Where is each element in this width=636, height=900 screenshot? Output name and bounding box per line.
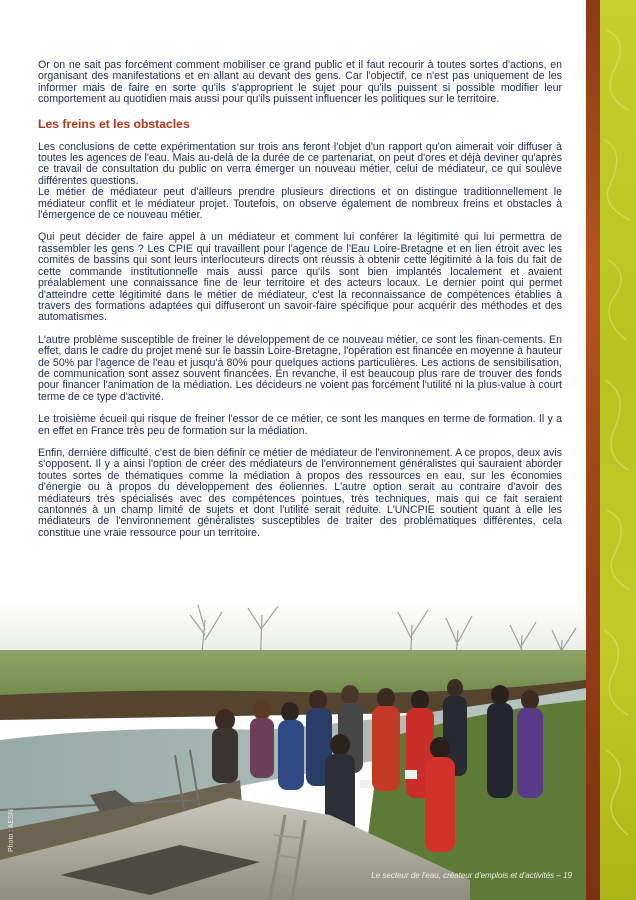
- border-ornament: [600, 0, 636, 900]
- page-number: 19: [563, 871, 572, 880]
- page-footer: [340, 871, 572, 880]
- section-heading: Les freins et les obstacles: [38, 116, 190, 131]
- photo-illustration: [0, 600, 586, 900]
- footer-separator: –: [556, 871, 561, 880]
- border-lime-band: [600, 0, 636, 900]
- footer-text: Le secteur de l'eau, créateur d'emplois et d'activités: [371, 871, 555, 880]
- photo-credit: Photo : AESN: [8, 809, 15, 852]
- intro-paragraph: Or on ne sait pas forcément comment mobiliser ce grand public et il faut recourir à toutes sortes d'actions, en organisant des manifestations et en allant au devant des gens. Car l'objectif, ce n'est pas uniquement de les informer mais de faire en sorte qu'ils s'approprient le sujet pour qu'ils puissent si possible modifier leur comportement au quotidien mais aussi pour qu'ils puissent influencer les politiques sur le territoire.: [38, 59, 562, 106]
- paragraph-1: Les conclusions de cette expérimentation sur trois ans feront l'objet d'un rapport qu'on aimerait voir diffuser à toutes les agences de l'eau. Mais au-delà de la durée de ce partenariat, on peut d'ores et déjà deviner qu'après ce travail de consultation du public on verra émerger un nouveau métier, celui de médiateur, ce qui soulève différentes questions.: [38, 140, 562, 187]
- border-rust-band: [586, 0, 600, 900]
- paragraph-2: Le métier de médiateur peut d'ailleurs prendre plusieurs directions et on distingue traditionnellement le médiateur conflit et le médiateur projet. Toutefois, on observe également de nombreux freins et obstacles à l'émergence de ce nouveau métier.: [38, 186, 562, 222]
- paragraph-5: Le troisième écueil qui risque de freiner l'essor de ce métier, ce sont les manques en terme de formation. Il y a en effet en France très peu de formation sur la médiation.: [38, 413, 562, 437]
- paragraph-3: Qui peut décider de faire appel à un médiateur et comment lui conférer la légitimité qui lui permettra de rassembler les gens ? Les CPIE qui travaillent pour l'agence de l'Eau Loire-Bretagne et en lien étroit avec les comités de bassins qui sont leurs interlocuteurs directs ont réussis à obtenir cette légitimité à la fois du fait de cette commande institutionnelle mais aussi parce qu'ils sont bien implantés localement et avaient préalablement une connaissance fine de leur territoire et des acteurs locaux. Le dernier point qui permet d'atteindre cette légitimité dans le métier de médiateur, c'est la reconnaissance de compétences établies à travers des formations adaptées qui diffuseront un savoir-faire spécifique pour acquérir des méthodes et des automatismes.: [38, 231, 562, 324]
- paragraph-6: Enfin, dernière difficulté, c'est de bien définir ce métier de médiateur de l'environnement. A ce propos, deux avis s'opposent. Il y a ainsi l'option de créer des médiateurs de l'environnement généralistes qui sauraient aborder toutes sortes de thématiques comme la médiation à propos des ressources en eau, sur les économies d'énergie ou à propos du développement des éoliennes. L'autre option serait au contraire d'avoir des médiateurs très spécialisés avec des compétences pointues, très techniques, mais qui ce fait seraient cantonnés à un champ limité de sujets et dont l'utilité serait réduite. L'UNCPIE soutient quant à elle les médiateurs de l'environnement généralistes susceptibles de traiter des problématiques différentes, cela constitue une vraie ressource pour un territoire.: [38, 446, 562, 539]
- paragraph-4: L'autre problème susceptible de freiner le développement de ce nouveau métier, ce sont les finan-cements. En effet, dans le cadre du projet mené sur le bassin Loire-Bretagne, l'opération est financée en moyenne à hauteur de 50% par l'agence de l'eau et jusqu'à 80% pour quelques actions particulières. Les actions de sensibilisation, de communication sont assez souvent financées. En revanche, il est beaucoup plus rare de trouver des fonds pour financer l'animation de la médiation. Les décideurs ne voient pas forcément l'utilité ni la plus-value à court terme de ce type d'activité.: [38, 333, 562, 403]
- article-body: [38, 60, 562, 550]
- river-group-photo: [0, 600, 586, 900]
